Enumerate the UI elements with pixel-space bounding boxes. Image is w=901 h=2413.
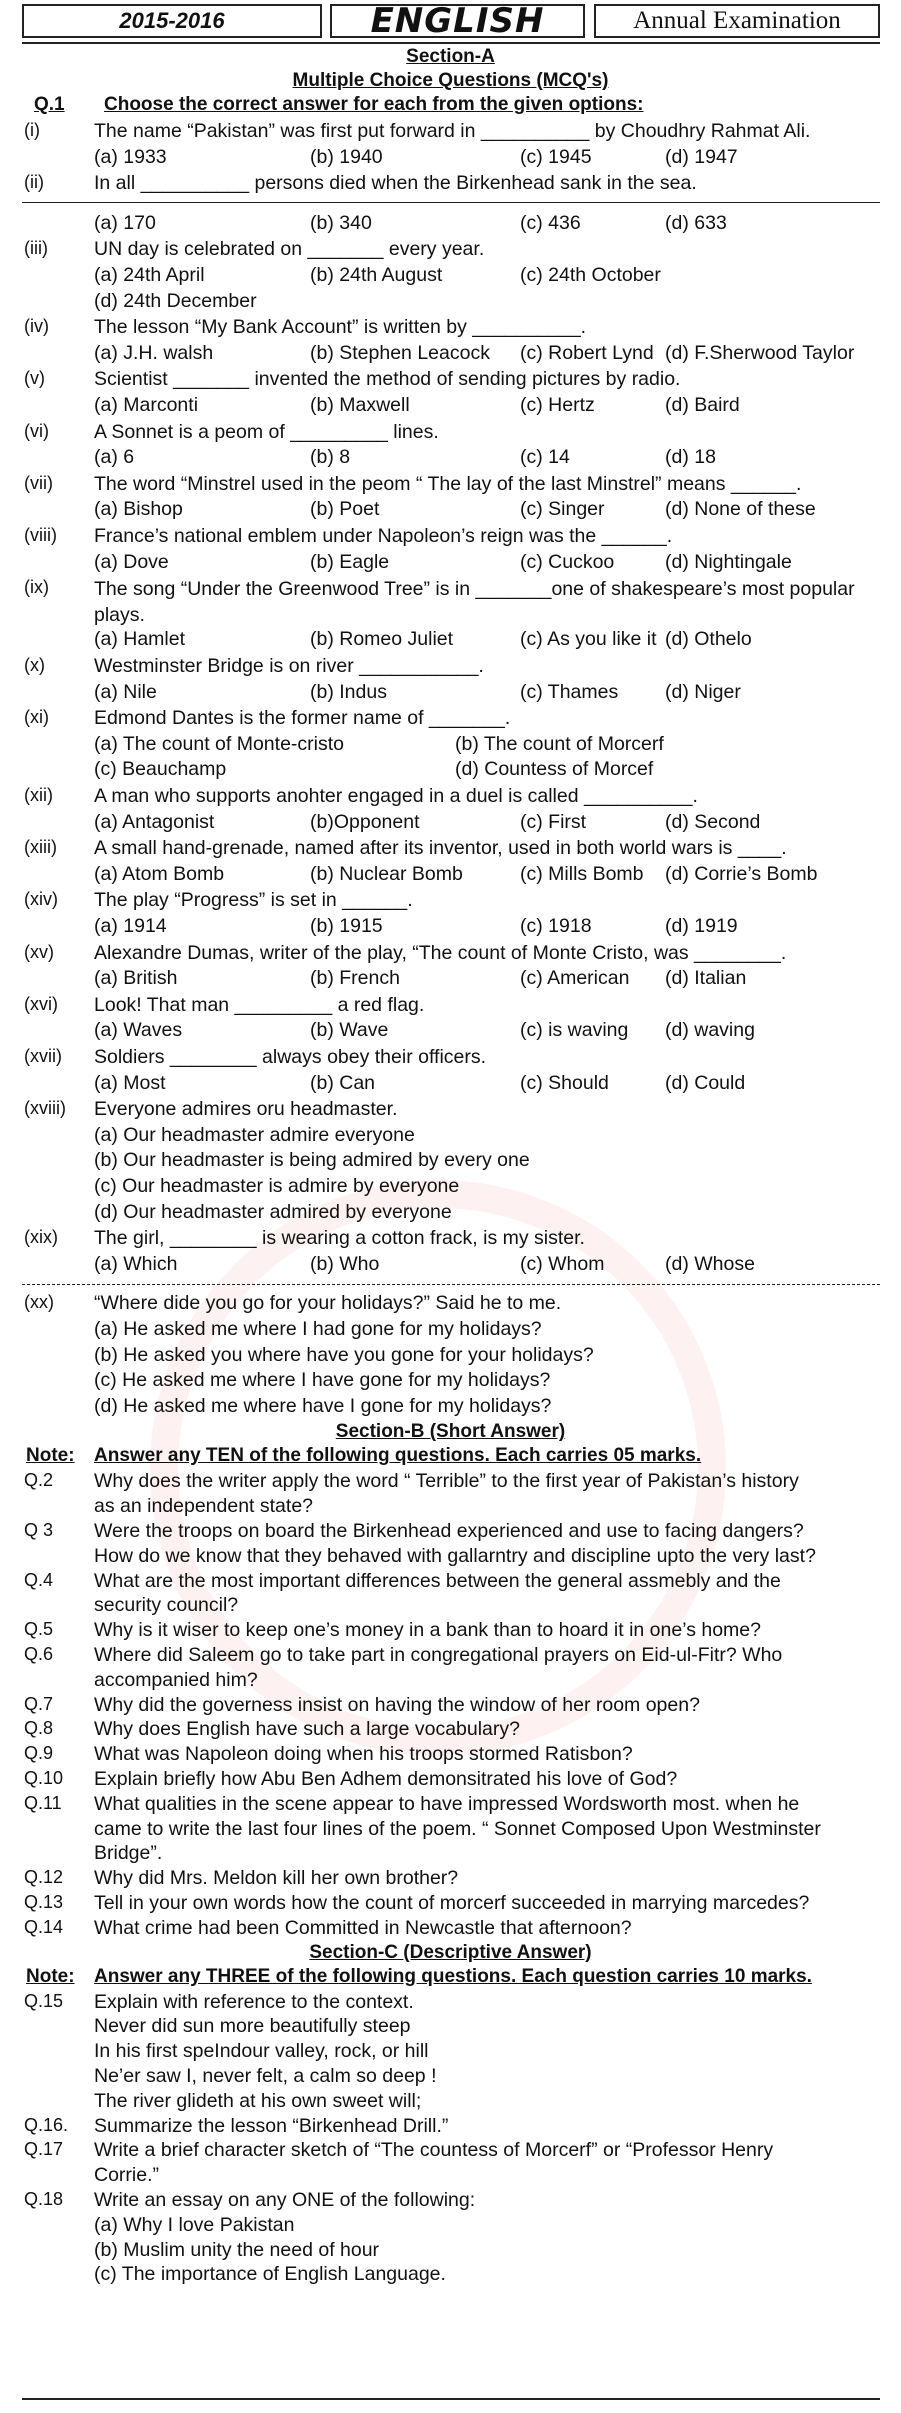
question-text: What qualities in the scene appear to have impressed Wordsworth most. when he — [94, 1792, 800, 1815]
question-text: How do we know that they behaved with gallarntry and discipline upto the very last? — [94, 1544, 816, 1567]
mcq-option: (a) Our headmaster admire everyone — [94, 1123, 415, 1146]
mcq-option: (c) Beauchamp — [94, 758, 227, 781]
question-number: Q.14 — [24, 1916, 64, 1937]
mcq-option: (d) 24th December — [94, 289, 257, 312]
question-number: Q.8 — [24, 1718, 54, 1739]
question-text: Why did the governess insist on having the window of her room open? — [94, 1693, 700, 1716]
mcq-option: (c) 24th October — [520, 264, 661, 286]
mcq-option: (d) waving — [665, 1019, 755, 1042]
question-text: Write a brief character sketch of “The countess of Morcerf” or “Professor Henry — [94, 2139, 774, 2162]
mcq-option: (b) Maxwell — [310, 394, 410, 416]
mcq-option: (c) 1945 — [520, 145, 592, 168]
mcq-option: (c) Mills Bomb — [520, 862, 644, 885]
question-text: came to write the last four lines of the poem. “ Sonnet Composed Upon Westminster — [94, 1817, 821, 1840]
mcq-option: (d) Othelo — [665, 628, 752, 651]
question-text: What are the most important differences between the general assmebly and the — [94, 1569, 781, 1592]
bottom-rule — [22, 2398, 880, 2400]
mcq-option: (b) French — [310, 967, 400, 990]
mcq-option: (c) Hertz — [520, 394, 595, 416]
mcq-option: (a) Antagonist — [94, 810, 215, 833]
mcq-option: (a) Marconti — [94, 394, 199, 416]
mcq-option: (c) Thames — [520, 680, 619, 703]
question-number: Q.7 — [24, 1693, 54, 1714]
mcq-option: (a) Waves — [94, 1019, 183, 1042]
question-number: Q.17 — [24, 2139, 64, 2160]
mcq-option: (b) Poet — [310, 498, 380, 521]
mcq-number: (xiv) — [24, 889, 58, 910]
mcq-number: (xv) — [24, 941, 54, 962]
mcq-question: In all __________ persons died when the Birkenhead sank in the sea. — [94, 172, 697, 195]
mcq-option: (d) Niger — [665, 680, 741, 703]
mcq-option: (a) British — [94, 967, 178, 990]
question-number: Q.4 — [24, 1569, 54, 1590]
section-a-title: Section-A — [406, 46, 495, 67]
note-label: Note: — [26, 1965, 75, 1987]
question-text: Tell in your own words how the count of morcerf succeeded in marrying marcedes? — [94, 1892, 810, 1914]
mcq-option: (d) None of these — [665, 498, 816, 521]
mcq-number: (xvi) — [24, 993, 58, 1014]
mcq-option: (d) Corrie’s Bomb — [665, 862, 818, 885]
mcq-option: (b) 340 — [310, 211, 372, 234]
mcq-option: (c) Cuckoo — [520, 550, 615, 573]
mcq-option: (b) Who — [310, 1252, 380, 1275]
question-text: Summarize the lesson “Birkenhead Drill.” — [94, 2114, 449, 2137]
question-text: What crime had been Committed in Newcastle that afternoon? — [94, 1916, 632, 1939]
mcq-option: (d) Our headmaster admired by everyone — [94, 1200, 452, 1223]
mcq-option: (a) He asked me where I had gone for my holidays? — [94, 1318, 542, 1340]
mcq-number: (xvii) — [24, 1046, 62, 1066]
question-text: as an independent state? — [94, 1495, 314, 1518]
mcq-question: UN day is celebrated on _______ every year. — [94, 238, 485, 261]
mcq-option: (d) Italian — [665, 967, 747, 990]
question-number: Q.13 — [24, 1892, 64, 1912]
section-b-title: Section-B (Short Answer) — [335, 1421, 566, 1443]
question-number: Q.11 — [24, 1792, 62, 1813]
subject-box: ENGLISH — [330, 4, 585, 38]
question-text: Ne’er saw I, never felt, a calm so deep ! — [94, 2065, 437, 2087]
mcq-option: (a) 170 — [94, 211, 156, 234]
question-number: Q.6 — [24, 1644, 54, 1664]
question-text: accompanied him? — [94, 1668, 258, 1691]
mcq-question: France’s national emblem under Napoleon’s reign was the ______. — [94, 525, 673, 547]
mcq-option: (c) 436 — [520, 211, 581, 234]
mcq-option: (d) 1947 — [665, 145, 738, 168]
question-text: (c) The importance of English Language. — [94, 2263, 446, 2286]
mcq-question: The lesson “My Bank Account” is written by __________. — [94, 316, 587, 339]
mcq-option: (c) He asked me where I have gone for my holidays? — [94, 1369, 551, 1392]
question-number: Q.2 — [24, 1470, 54, 1491]
mcq-option: (c) Our headmaster is admire by everyone — [94, 1175, 460, 1197]
mcq-option: (a) 24th April — [94, 264, 205, 286]
question-text: Why does English have such a large vocabulary? — [94, 1718, 520, 1741]
question-number: Q.10 — [24, 1768, 64, 1788]
mcq-number: (xii) — [24, 785, 53, 805]
mcq-question: A small hand-grenade, named after its inventor, used in both world wars is ____. — [94, 837, 787, 860]
question-number: Q.15 — [24, 1990, 64, 2011]
mcq-question: A Sonnet is a peom of _________ lines. — [94, 420, 439, 443]
section-c-title: Section-C (Descriptive Answer) — [309, 1941, 592, 1963]
mcq-option: (c) 14 — [520, 446, 570, 469]
mcq-option: (b) Eagle — [310, 550, 390, 573]
mcq-number: (iv) — [24, 316, 49, 337]
mcq-number: (xix) — [24, 1227, 58, 1248]
question-text: Why is it wiser to keep one’s money in a bank than to hoard it in one’s home? — [94, 1619, 761, 1642]
mcq-option: (b) 1915 — [310, 915, 383, 937]
mcq-option: (b) Our headmaster is being admired by every one — [94, 1149, 530, 1172]
mcq-option: (b) He asked you where have you gone for your holidays? — [94, 1343, 594, 1366]
header — [22, 1, 880, 44]
mcq-number: (iii) — [24, 238, 48, 259]
question-number: Q.16. — [24, 2114, 69, 2135]
mcq-option: (a) Nile — [94, 680, 157, 703]
question-text: (a) Why I love Pakistan — [94, 2213, 295, 2236]
question-number: Q.18 — [24, 2189, 64, 2209]
mcq-option: (d) Whose — [665, 1252, 755, 1275]
mcq-option: (c) 1918 — [520, 915, 592, 937]
mcq-question: Westminster Bridge is on river ___________. — [94, 655, 484, 677]
mcq-option: (d) 633 — [665, 211, 727, 234]
mcq-number: (ii) — [24, 172, 44, 193]
mcq-option: (b) Nuclear Bomb — [310, 862, 463, 885]
mcq-option: (a) Most — [94, 1071, 166, 1094]
mcq-option: (b) Indus — [310, 680, 387, 703]
mcq-option: (c) American — [520, 967, 630, 990]
mcq-number: (x) — [24, 655, 45, 675]
question-text: Explain briefly how Abu Ben Adhem demonsitrated his love of God? — [94, 1768, 678, 1790]
exam-box: Annual Examination — [594, 4, 880, 38]
question-text: security council? — [94, 1594, 239, 1617]
mcq-question: The song “Under the Greenwood Tree” is in _______one of shakespeare’s most popular plays. — [94, 578, 855, 626]
question-text: Bridge”. — [94, 1842, 163, 1865]
mcq-option: (a) Dove — [94, 550, 169, 573]
mcq-number: (xiii) — [24, 837, 57, 858]
question-text: What was Napoleon doing when his troops stormed Ratisbon? — [94, 1743, 633, 1766]
section-c-note: Answer any THREE of the following questions. Each question carries 10 marks. — [94, 1965, 812, 1987]
mcq-option: (d) Could — [665, 1071, 746, 1094]
section-rule — [22, 1284, 880, 1285]
mcq-question: Scientist _______ invented the method of sending pictures by radio. — [94, 368, 681, 391]
mcq-option: (a) 6 — [94, 446, 135, 469]
mcq-option: (d) F.Sherwood Taylor — [665, 341, 855, 364]
mcq-number: (vii) — [24, 472, 53, 493]
section-rule — [22, 202, 880, 203]
question-number: Q.9 — [24, 1743, 54, 1764]
question-number: Q.12 — [24, 1867, 64, 1888]
mcq-option: (a) Atom Bomb — [94, 862, 225, 885]
question-text: Never did sun more beautifully steep — [94, 2015, 411, 2038]
mcq-option: (d) He asked me where have I gone for my holidays? — [94, 1394, 552, 1417]
question-text: Write an essay on any ONE of the following: — [94, 2189, 476, 2211]
mcq-question: The play “Progress” is set in ______. — [94, 889, 413, 912]
mcq-number: (i) — [24, 120, 40, 140]
mcq-option: (d) Baird — [665, 394, 740, 416]
question-text: Corrie.” — [94, 2164, 160, 2187]
question-text: (b) Muslim unity the need of hour — [94, 2238, 380, 2261]
mcq-option: (a) Hamlet — [94, 628, 186, 651]
mcq-option: (b) 8 — [310, 446, 351, 469]
mcq-number: (vi) — [24, 420, 49, 441]
question-text: Where did Saleem go to take part in congregational prayers on Eid-ul-Fitr? Who — [94, 1644, 783, 1666]
question-text: In his first speIndour valley, rock, or hill — [94, 2040, 429, 2063]
mcq-option: (d) 1919 — [665, 915, 738, 937]
section-a-subtitle: Multiple Choice Questions (MCQ's) — [292, 70, 609, 91]
mcq-option: (a) Bishop — [94, 498, 183, 521]
year-box: 2015-2016 — [22, 4, 322, 38]
mcq-option: (b) Romeo Juliet — [310, 628, 454, 651]
mcq-number: (xviii) — [24, 1098, 66, 1119]
mcq-number: (xi) — [24, 707, 49, 728]
mcq-option: (c) Should — [520, 1071, 609, 1094]
mcq-option: (a) 1914 — [94, 915, 167, 937]
mcq-option: (b) Can — [310, 1071, 376, 1094]
mcq-option: (a) 1933 — [94, 145, 167, 168]
mcq-question: The word “Minstrel used in the peom “ The lay of the last Minstrel” means ______. — [94, 472, 802, 495]
q1-number: Q.1 — [34, 94, 65, 115]
question-text: The river glideth at his own sweet will; — [94, 2089, 422, 2112]
section-b-note: Answer any TEN of the following questions. Each carries 05 marks. — [94, 1445, 702, 1467]
question-text: Explain with reference to the context. — [94, 1990, 414, 2013]
mcq-question: A man who supports anohter engaged in a duel is called __________. — [94, 785, 698, 807]
mcq-option: (b) Wave — [310, 1019, 389, 1042]
mcq-option: (b) Stephen Leacock — [310, 341, 490, 364]
question-text: Why does the writer apply the word “ Terrible” to the first year of Pakistan’s history — [94, 1470, 799, 1493]
mcq-option: (d) Countess of Morcef — [455, 758, 654, 781]
mcq-option: (b) 1940 — [310, 145, 383, 168]
q1-instruction: Choose the correct answer for each from the given options: — [104, 94, 644, 115]
header-rule — [22, 42, 880, 44]
note-label: Note: — [26, 1445, 75, 1467]
mcq-question: The name “Pakistan” was first put forward in __________ by Choudhry Rahmat Ali. — [94, 120, 811, 142]
mcq-option: (c) First — [520, 810, 587, 833]
mcq-option: (d) Nightingale — [665, 550, 792, 573]
mcq-number: (v) — [24, 368, 45, 389]
mcq-question: Soldiers ________ always obey their officers. — [94, 1046, 487, 1068]
mcq-number: (xx) — [24, 1292, 54, 1313]
question-text: Why did Mrs. Meldon kill her own brother? — [94, 1867, 459, 1890]
mcq-option: (c) Robert Lynd — [520, 341, 654, 364]
mcq-question: “Where dide you go for your holidays?” Said he to me. — [94, 1292, 562, 1315]
mcq-number: (viii) — [24, 525, 57, 545]
mcq-option: (b)Opponent — [310, 810, 420, 833]
mcq-question: The girl, ________ is wearing a cotton frack, is my sister. — [94, 1227, 585, 1250]
mcq-option: (a) Which — [94, 1252, 178, 1275]
mcq-option: (b) 24th August — [310, 264, 443, 286]
mcq-option: (c) Whom — [520, 1252, 605, 1275]
mcq-option: (a) J.H. walsh — [94, 341, 214, 364]
mcq-question: Edmond Dantes is the former name of _______. — [94, 707, 511, 730]
question-number: Q 3 — [24, 1520, 54, 1540]
mcq-question: Alexandre Dumas, writer of the play, “The count of Monte Cristo, was ________. — [94, 941, 787, 964]
mcq-option: (c) Singer — [520, 498, 605, 521]
mcq-option: (d) 18 — [665, 446, 716, 469]
mcq-question: Look! That man _________ a red flag. — [94, 993, 425, 1016]
mcq-option: (c) As you like it — [520, 628, 657, 651]
mcq-question: Everyone admires oru headmaster. — [94, 1098, 398, 1121]
mcq-option: (a) The count of Monte-cristo — [94, 732, 344, 755]
mcq-option: (c) is waving — [520, 1019, 629, 1042]
question-number: Q.5 — [24, 1619, 54, 1640]
mcq-option: (b) The count of Morcerf — [455, 732, 664, 755]
mcq-number: (ix) — [24, 577, 49, 598]
mcq-option: (d) Second — [665, 810, 761, 833]
question-text: Were the troops on board the Birkenhead experienced and use to facing dangers? — [94, 1520, 804, 1542]
